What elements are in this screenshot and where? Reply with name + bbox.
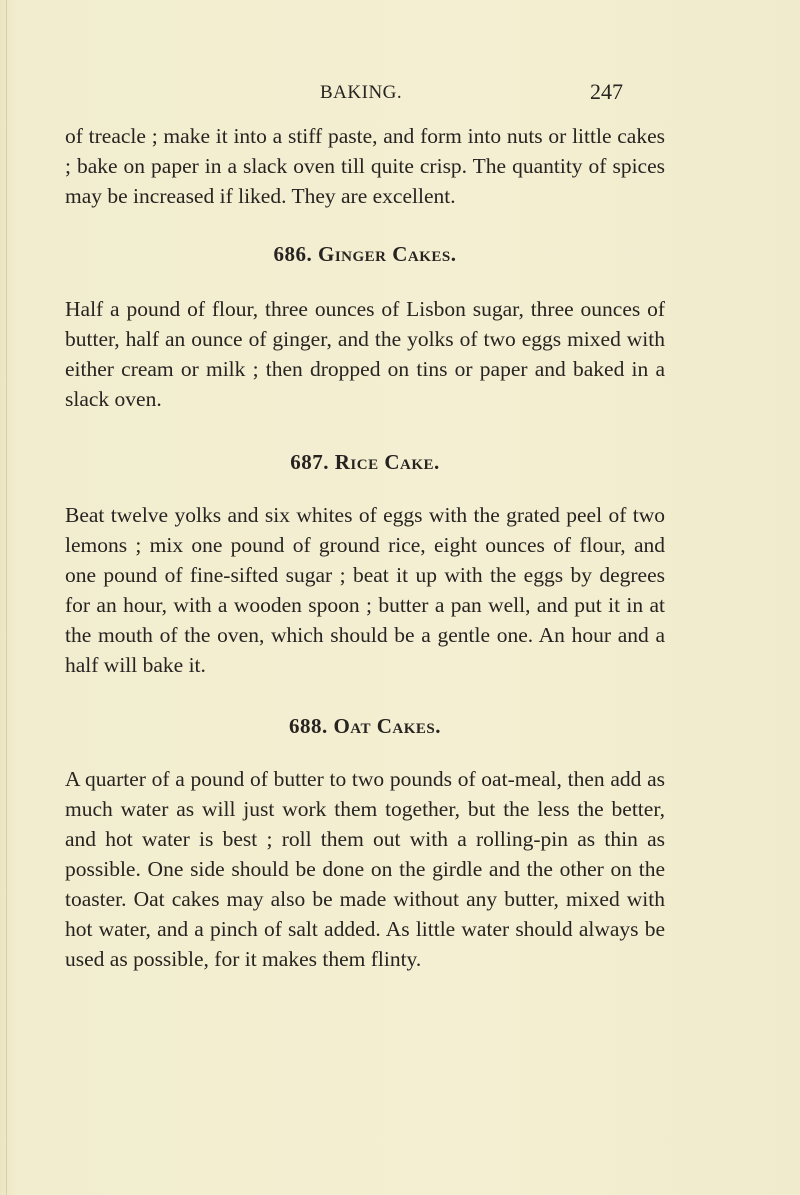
page-number: 247 — [590, 79, 623, 104]
recipe-heading-687: 687. Rice Cake. — [290, 450, 440, 474]
continued-paragraph: of treacle ; make it into a stiff paste, and form into nuts or little cakes ; bake on paper in a slack oven till quite crisp. The quantity of spices may be increased if liked. They are excellent. — [65, 124, 665, 208]
page-header — [0, 79, 800, 110]
recipe-text-686: Half a pound of flour, three ounces of Lisbon sugar, three ounces of butter, half an ounce of ginger, and the yolks of two eggs mixed with either cream or milk ; then dropped on tins or paper and baked in a slack oven. — [65, 297, 665, 411]
recipe-heading-688: 688. Oat Cakes. — [288, 714, 442, 738]
recipe-text-688: A quarter of a pound of butter to two pounds of oat-meal, then add as much water as will just work them together, but the less the better, and hot water is best ; roll them out with a rolling-pin as thin as possible. One side should be done on the girdle and the other on the toaster. Oat cakes may also be made without any butter, mixed with hot water, and a pinch of salt added. As little water should always be used as possible, for it makes them flinty. — [65, 767, 665, 971]
page-body — [65, 121, 665, 974]
running-head: BAKING. — [320, 82, 403, 103]
recipe-heading-686: 686. Ginger Cakes. — [273, 242, 457, 266]
page-edge — [6, 0, 7, 1195]
recipe-text-687: Beat twelve yolks and six whites of eggs with the grated peel of two lemons ; mix one pound of ground rice, eight ounces of flour, and one pound of fine-sifted sugar ; beat it up with the eggs by degrees for an hour, with a wooden spoon ; butter a pan well, and put it in at the mouth of the oven, which should be a gentle one. An hour and a half will bake it. — [65, 503, 665, 677]
